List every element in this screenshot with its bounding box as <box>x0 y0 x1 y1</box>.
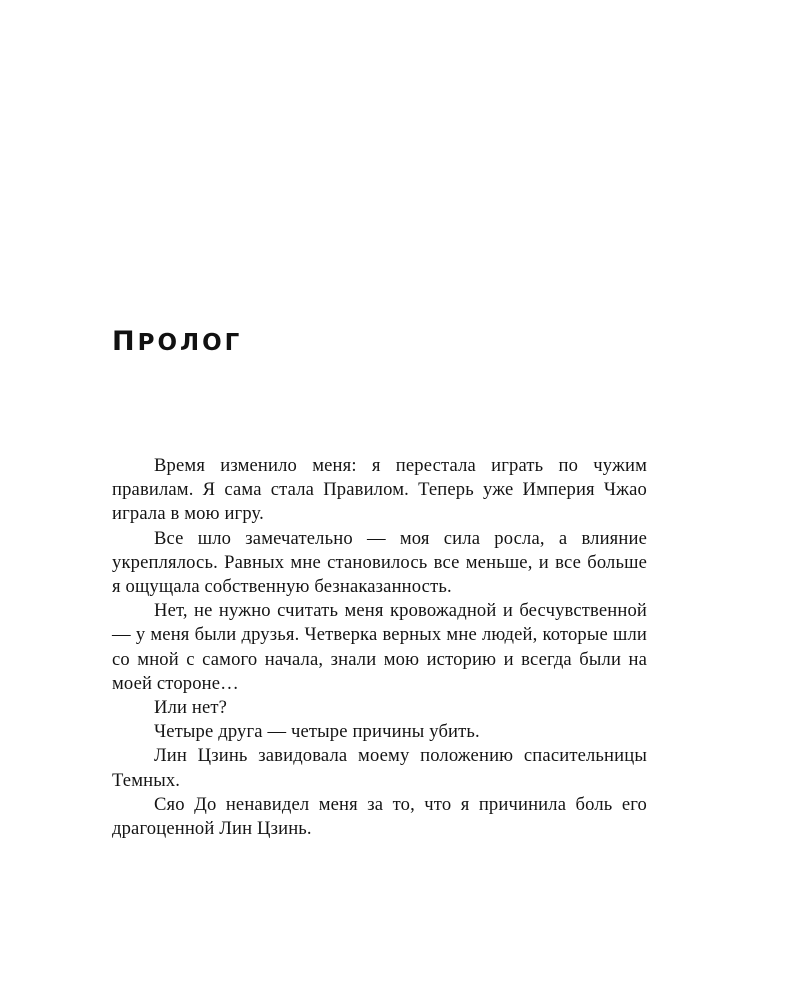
chapter-title <box>112 328 242 355</box>
paragraph-4: Или нет? <box>154 697 228 719</box>
paragraph-5: Четыре друга — четыре причины убить. <box>154 721 480 743</box>
paragraph-2: Все шло замечательно — моя сила росла, а влияние укреплялось. Равных мне становилось все меньше, и все больше я ощущала собственную безнаказанность. <box>112 527 647 598</box>
chapter-title-initial: П <box>112 326 138 357</box>
chapter-body <box>112 454 647 841</box>
paragraph-1: Время изменило меня: я перестала играть по чужим правилам. Я сама стала Правилом. Теперь уже Империя Чжао играла в мою игру. <box>112 455 647 525</box>
chapter-title-rest: РОЛОГ <box>137 330 243 356</box>
paragraph-7: Сяо До ненавидел меня за то, что я причинила боль его драгоценной Лин Цзинь. <box>112 793 647 840</box>
paragraph-3: Нет, не нужно считать меня кровожадной и бесчувственной — у меня были друзья. Четверка верных мне людей, которые шли со мной с самого начала, знали мою историю и всегда были на моей стороне… <box>112 600 647 694</box>
paragraph-6: Лин Цзинь завидовала моему положению спасительницы Темных. <box>112 745 647 791</box>
